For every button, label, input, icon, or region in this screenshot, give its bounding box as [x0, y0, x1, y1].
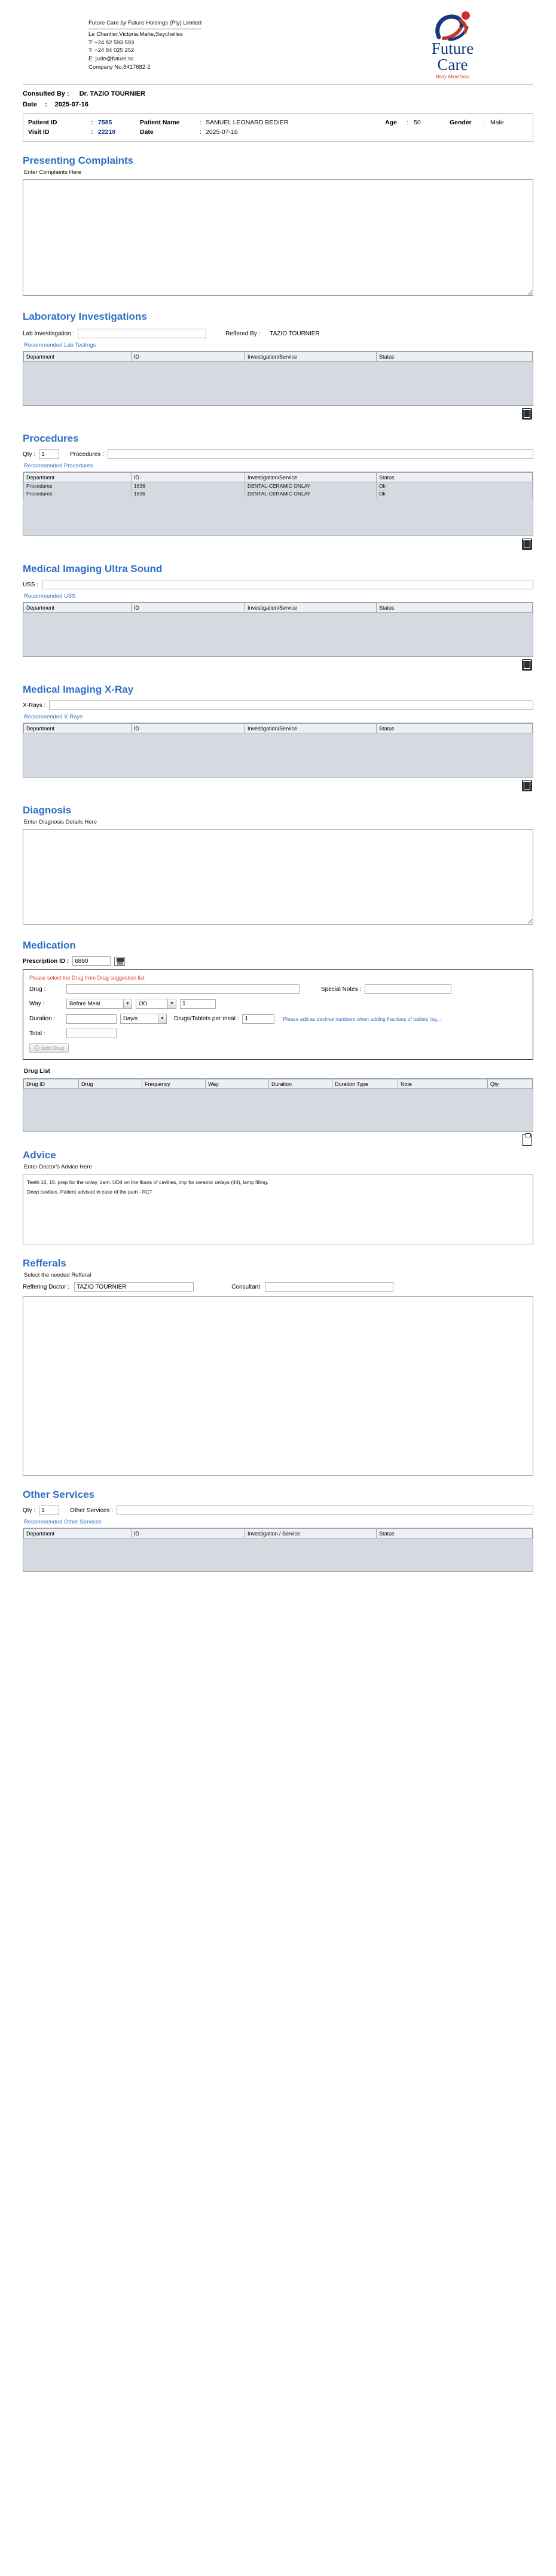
drug-list-table-inner — [23, 1079, 533, 1089]
laboratory-investigations-title: Laboratory Investigations — [23, 311, 147, 322]
col-status: Status — [377, 352, 533, 362]
frequency-select-value: OD — [139, 1001, 148, 1007]
advice-line-1: Teeth 16, 15: prep for the onlay, dam. UD4 on the floors of cavities, imp for ceramic onlays (44), lamp filling. — [27, 1179, 268, 1185]
presenting-complaints-title: Presenting Complaints — [23, 155, 134, 166]
other-services-recommended-label: Recommended Other Services — [24, 1519, 102, 1525]
visit-id-label: Visit ID — [28, 129, 50, 136]
total-input[interactable] — [66, 1029, 117, 1038]
col-frequency: Frequency — [142, 1079, 206, 1089]
drug-list-delete-row — [23, 1132, 533, 1146]
clinic-email: E: jude@future.sc — [88, 56, 134, 63]
procedures-table — [23, 472, 533, 536]
presenting-complaints-hint: Enter Complaints Here — [24, 169, 82, 176]
lab-results-table-inner — [23, 351, 533, 362]
way-row — [29, 999, 527, 1009]
clinic-name-suffix: Future Holdings (Pty) Limited — [128, 20, 202, 26]
visit-date-sep: : — [200, 129, 201, 136]
prescription-id-input[interactable] — [72, 956, 111, 966]
cell-status: Ok — [377, 490, 533, 498]
drug-list-title: Drug List — [24, 1068, 50, 1075]
col-way: Way — [206, 1079, 269, 1089]
lab-results-table — [23, 351, 533, 406]
clinic-company-no: Company No.8417682-2 — [88, 63, 151, 71]
trash-icon[interactable] — [522, 780, 532, 791]
lab-investigation-label: Lab Investisgation : — [23, 330, 75, 337]
col-id: ID — [132, 603, 245, 613]
other-services-table — [23, 1528, 533, 1572]
table-row[interactable] — [24, 490, 533, 498]
diagnosis-hint: Enter Diagnosis Details Here — [24, 819, 97, 825]
col-department: Department — [24, 473, 132, 482]
xray-input[interactable] — [49, 700, 533, 710]
special-notes-label: Special Notes : — [321, 986, 362, 993]
trash-icon[interactable] — [522, 408, 532, 420]
xray-table — [23, 723, 533, 778]
medication-title: Medication — [23, 940, 76, 951]
lab-referred-by-value: TAZIO TOURNIER — [270, 330, 320, 337]
referring-doctor-row — [23, 1282, 533, 1292]
chevron-down-icon: ▼ — [158, 1014, 166, 1023]
consult-date-sep: : — [44, 101, 47, 108]
cell-id: 1636 — [132, 482, 245, 490]
xray-field-label: X-Rays : — [23, 702, 46, 709]
patient-name-sep: : — [200, 119, 201, 126]
duration-unit-value: Day/s — [123, 1015, 138, 1022]
way-label: Way : — [29, 1001, 45, 1007]
diagnosis-input[interactable] — [23, 829, 533, 925]
chevron-down-icon: ▼ — [123, 999, 132, 1008]
frequency-select[interactable] — [136, 999, 176, 1009]
xray-table-inner — [23, 723, 533, 733]
drugs-per-meal-label: Drugs/Tablets per meal : — [174, 1015, 239, 1022]
procedures-qty-label: Qty : — [23, 451, 36, 458]
col-note: Note — [398, 1079, 488, 1089]
drug-row — [29, 984, 527, 994]
uss-table-inner — [23, 602, 533, 613]
uss-table — [23, 602, 533, 657]
col-qty: Qty — [488, 1079, 533, 1089]
way-qty-input[interactable] — [180, 999, 216, 1009]
table-header-row — [24, 1079, 533, 1089]
consulted-by-label: Consulted By : — [23, 90, 69, 97]
consulted-by-value: Dr. TAZIO TOURNIER — [79, 90, 145, 97]
trash-icon[interactable] — [522, 659, 532, 671]
logo-title-line1: Future — [431, 39, 474, 57]
other-services-qty-input[interactable] — [39, 1506, 59, 1515]
duration-unit-select[interactable] — [120, 1014, 167, 1024]
lab-investigation-row — [23, 329, 533, 338]
drug-label: Drug : — [29, 986, 46, 993]
patient-info-row-2 — [28, 127, 528, 137]
plus-icon: + — [34, 1045, 39, 1051]
drug-input[interactable] — [66, 984, 300, 994]
col-duration: Duration — [269, 1079, 332, 1089]
consultant-input[interactable] — [265, 1282, 393, 1292]
col-id: ID — [132, 724, 245, 733]
referrals-hint: Select the needed Refferal — [24, 1272, 91, 1278]
table-header-row — [24, 603, 533, 613]
diagnosis-title: Diagnosis — [23, 804, 72, 816]
way-select-value: Before Meal — [69, 1001, 100, 1007]
clinic-address: Le Chantier,Victoria,Mahe,Seychelles — [88, 30, 183, 38]
visit-date-value: 2025-07-16 — [206, 129, 238, 136]
procedures-table-body — [24, 482, 533, 498]
table-header-row — [24, 1529, 533, 1538]
col-service: Investigation/Service — [245, 473, 377, 482]
prescription-id-label: Prescription ID : — [23, 957, 69, 965]
procedures-qty-input[interactable] — [39, 449, 59, 459]
consult-date-row — [23, 97, 533, 113]
procedures-input-row — [23, 449, 533, 459]
other-services-table-inner — [23, 1528, 533, 1538]
patient-id-value: 7585 — [98, 119, 112, 126]
special-notes-input[interactable] — [365, 984, 451, 994]
patient-id-label: Patient ID — [28, 119, 57, 126]
decimal-hint: Please add as decimal numbers when adding fractions of tablets (eg... — [283, 1015, 441, 1022]
visit-id-value: 22218 — [98, 129, 116, 136]
logo-title-line2: Care — [437, 56, 468, 74]
clinic-tel-2: T: +24 84 025 252 — [88, 47, 135, 54]
col-id: ID — [132, 352, 245, 362]
col-status: Status — [377, 473, 533, 482]
visit-id-sep: : — [91, 129, 93, 136]
col-department: Department — [24, 1529, 132, 1538]
way-select[interactable] — [66, 999, 132, 1009]
cell-department: Procedures — [24, 482, 132, 490]
logo-title — [432, 41, 474, 73]
other-services-input-row — [23, 1506, 533, 1515]
logo-mark-icon — [408, 11, 497, 44]
col-department: Department — [24, 603, 132, 613]
patient-gender-label: Gender — [450, 119, 472, 126]
prescription-id-row — [23, 956, 533, 966]
procedures-input[interactable] — [108, 449, 533, 459]
advice-line-2: Deep cavities. Patient advised in case of the pain - RCT — [27, 1189, 153, 1195]
lab-delete-row — [23, 406, 533, 420]
col-service: Investigation/Service — [245, 603, 377, 613]
patient-info-row-1 — [28, 118, 528, 127]
patient-gender-sep: : — [483, 119, 485, 126]
duration-row — [29, 1014, 527, 1024]
table-header-row — [24, 724, 533, 733]
cell-department: Procedures — [24, 490, 132, 498]
referrals-panel[interactable] — [23, 1296, 533, 1476]
other-services-input[interactable] — [117, 1506, 533, 1515]
clipboard-icon[interactable] — [522, 1134, 532, 1146]
total-label: Total : — [29, 1030, 45, 1037]
uss-input[interactable] — [42, 580, 533, 589]
patient-age-sep: : — [407, 119, 408, 126]
procedures-field-label: Procedures : — [70, 451, 104, 458]
consultant-label: Consultant — [231, 1283, 260, 1290]
save-icon[interactable] — [114, 957, 125, 966]
cell-service: DENTAL-CERAMIC ONLAY — [245, 482, 377, 490]
table-row[interactable] — [24, 482, 533, 490]
patient-age-label: Age — [385, 119, 397, 126]
other-services-qty-label: Qty : — [23, 1507, 36, 1514]
cell-service: DENTAL-CERAMIC ONLAY — [245, 490, 377, 498]
other-services-title: Other Services — [23, 1489, 95, 1500]
advice-input[interactable] — [23, 1174, 533, 1244]
presenting-complaints-input[interactable] — [23, 179, 533, 296]
xray-input-row — [23, 700, 533, 710]
uss-delete-row — [23, 657, 533, 671]
col-department: Department — [24, 724, 132, 733]
lab-recommended-label: Recommended Lab Testings — [24, 342, 96, 348]
col-status: Status — [377, 724, 533, 733]
chevron-down-icon: ▼ — [167, 999, 176, 1008]
col-service: Investigation/Service — [245, 352, 377, 362]
duration-input[interactable] — [66, 1014, 117, 1024]
medication-warning: Please select the Drug from Drug suggestion list — [29, 975, 145, 981]
col-service: Investigation / Service — [245, 1529, 377, 1538]
clinic-name — [88, 19, 201, 29]
patient-id-sep: : — [91, 119, 93, 126]
procedures-delete-row — [23, 536, 533, 550]
trash-icon[interactable] — [522, 539, 532, 550]
col-department: Department — [24, 352, 132, 362]
lab-referred-by-label: Reffered By : — [225, 330, 261, 337]
procedures-title: Procedures — [23, 433, 79, 444]
col-status: Status — [377, 1529, 533, 1538]
clinic-logo — [396, 11, 533, 79]
col-id: ID — [132, 473, 245, 482]
col-drug: Drug — [79, 1079, 142, 1089]
consult-date-label: Date — [23, 101, 37, 108]
patient-gender-value: Male — [490, 119, 504, 126]
lab-investigation-input[interactable] — [78, 329, 206, 338]
consult-date-value: 2025-07-16 — [54, 101, 88, 108]
drug-list-table — [23, 1078, 533, 1132]
patient-name-value: SAMUEL LEONARD BEDIER — [206, 119, 289, 126]
procedures-recommended-label: Recommended Procedures — [24, 463, 93, 469]
col-status: Status — [377, 603, 533, 613]
table-header-row — [24, 352, 533, 362]
referring-doctor-label: Reffering Doctor : — [23, 1283, 70, 1290]
cell-status: Ok — [377, 482, 533, 490]
visit-date-label: Date — [140, 129, 154, 136]
advice-hint: Enter Doctor's Advice Here — [24, 1164, 92, 1170]
referrals-title: Refferals — [23, 1258, 66, 1269]
cell-id: 1636 — [132, 490, 245, 498]
total-row — [29, 1029, 527, 1038]
other-services-field-label: Other Services : — [70, 1507, 113, 1514]
col-id: ID — [132, 1529, 245, 1538]
add-drug-button-label: Add Drug — [41, 1045, 65, 1051]
uss-field-label: USS : — [23, 581, 39, 588]
uss-input-row — [23, 580, 533, 589]
xray-recommended-label: Recommended X-Rays — [24, 714, 83, 720]
add-drug-button[interactable] — [29, 1043, 69, 1053]
duration-label: Duration : — [29, 1015, 56, 1022]
medical-imaging-xray-title: Medical Imaging X-Ray — [23, 684, 134, 695]
advice-title: Advice — [23, 1149, 56, 1161]
letterhead — [23, 0, 533, 84]
xray-delete-row — [23, 778, 533, 791]
clinic-address-block — [23, 11, 201, 72]
medical-imaging-uss-title: Medical Imaging Ultra Sound — [23, 563, 163, 574]
patient-age-value: 50 — [414, 119, 421, 126]
referring-doctor-input[interactable] — [74, 1282, 194, 1292]
medication-panel — [23, 969, 533, 1060]
clinic-name-by: by — [120, 20, 127, 26]
col-duration-type: Duration Type — [332, 1079, 398, 1089]
col-service: Investigation/Service — [245, 724, 377, 733]
consulted-by-row — [23, 84, 533, 97]
clinic-name-main: Future Care — [88, 20, 119, 26]
patient-name-label: Patient Name — [140, 119, 180, 126]
uss-recommended-label: Recommended USS — [24, 593, 76, 599]
clinic-tel-1: T: +24 82 593 593 — [88, 39, 135, 46]
patient-info-box — [23, 113, 533, 142]
table-header-row — [24, 473, 533, 482]
logo-tagline: Body Mind Soul — [435, 74, 470, 79]
procedures-table-inner — [23, 472, 533, 498]
drugs-per-meal-input[interactable] — [242, 1014, 274, 1024]
col-drug-id: Drug ID — [24, 1079, 79, 1089]
